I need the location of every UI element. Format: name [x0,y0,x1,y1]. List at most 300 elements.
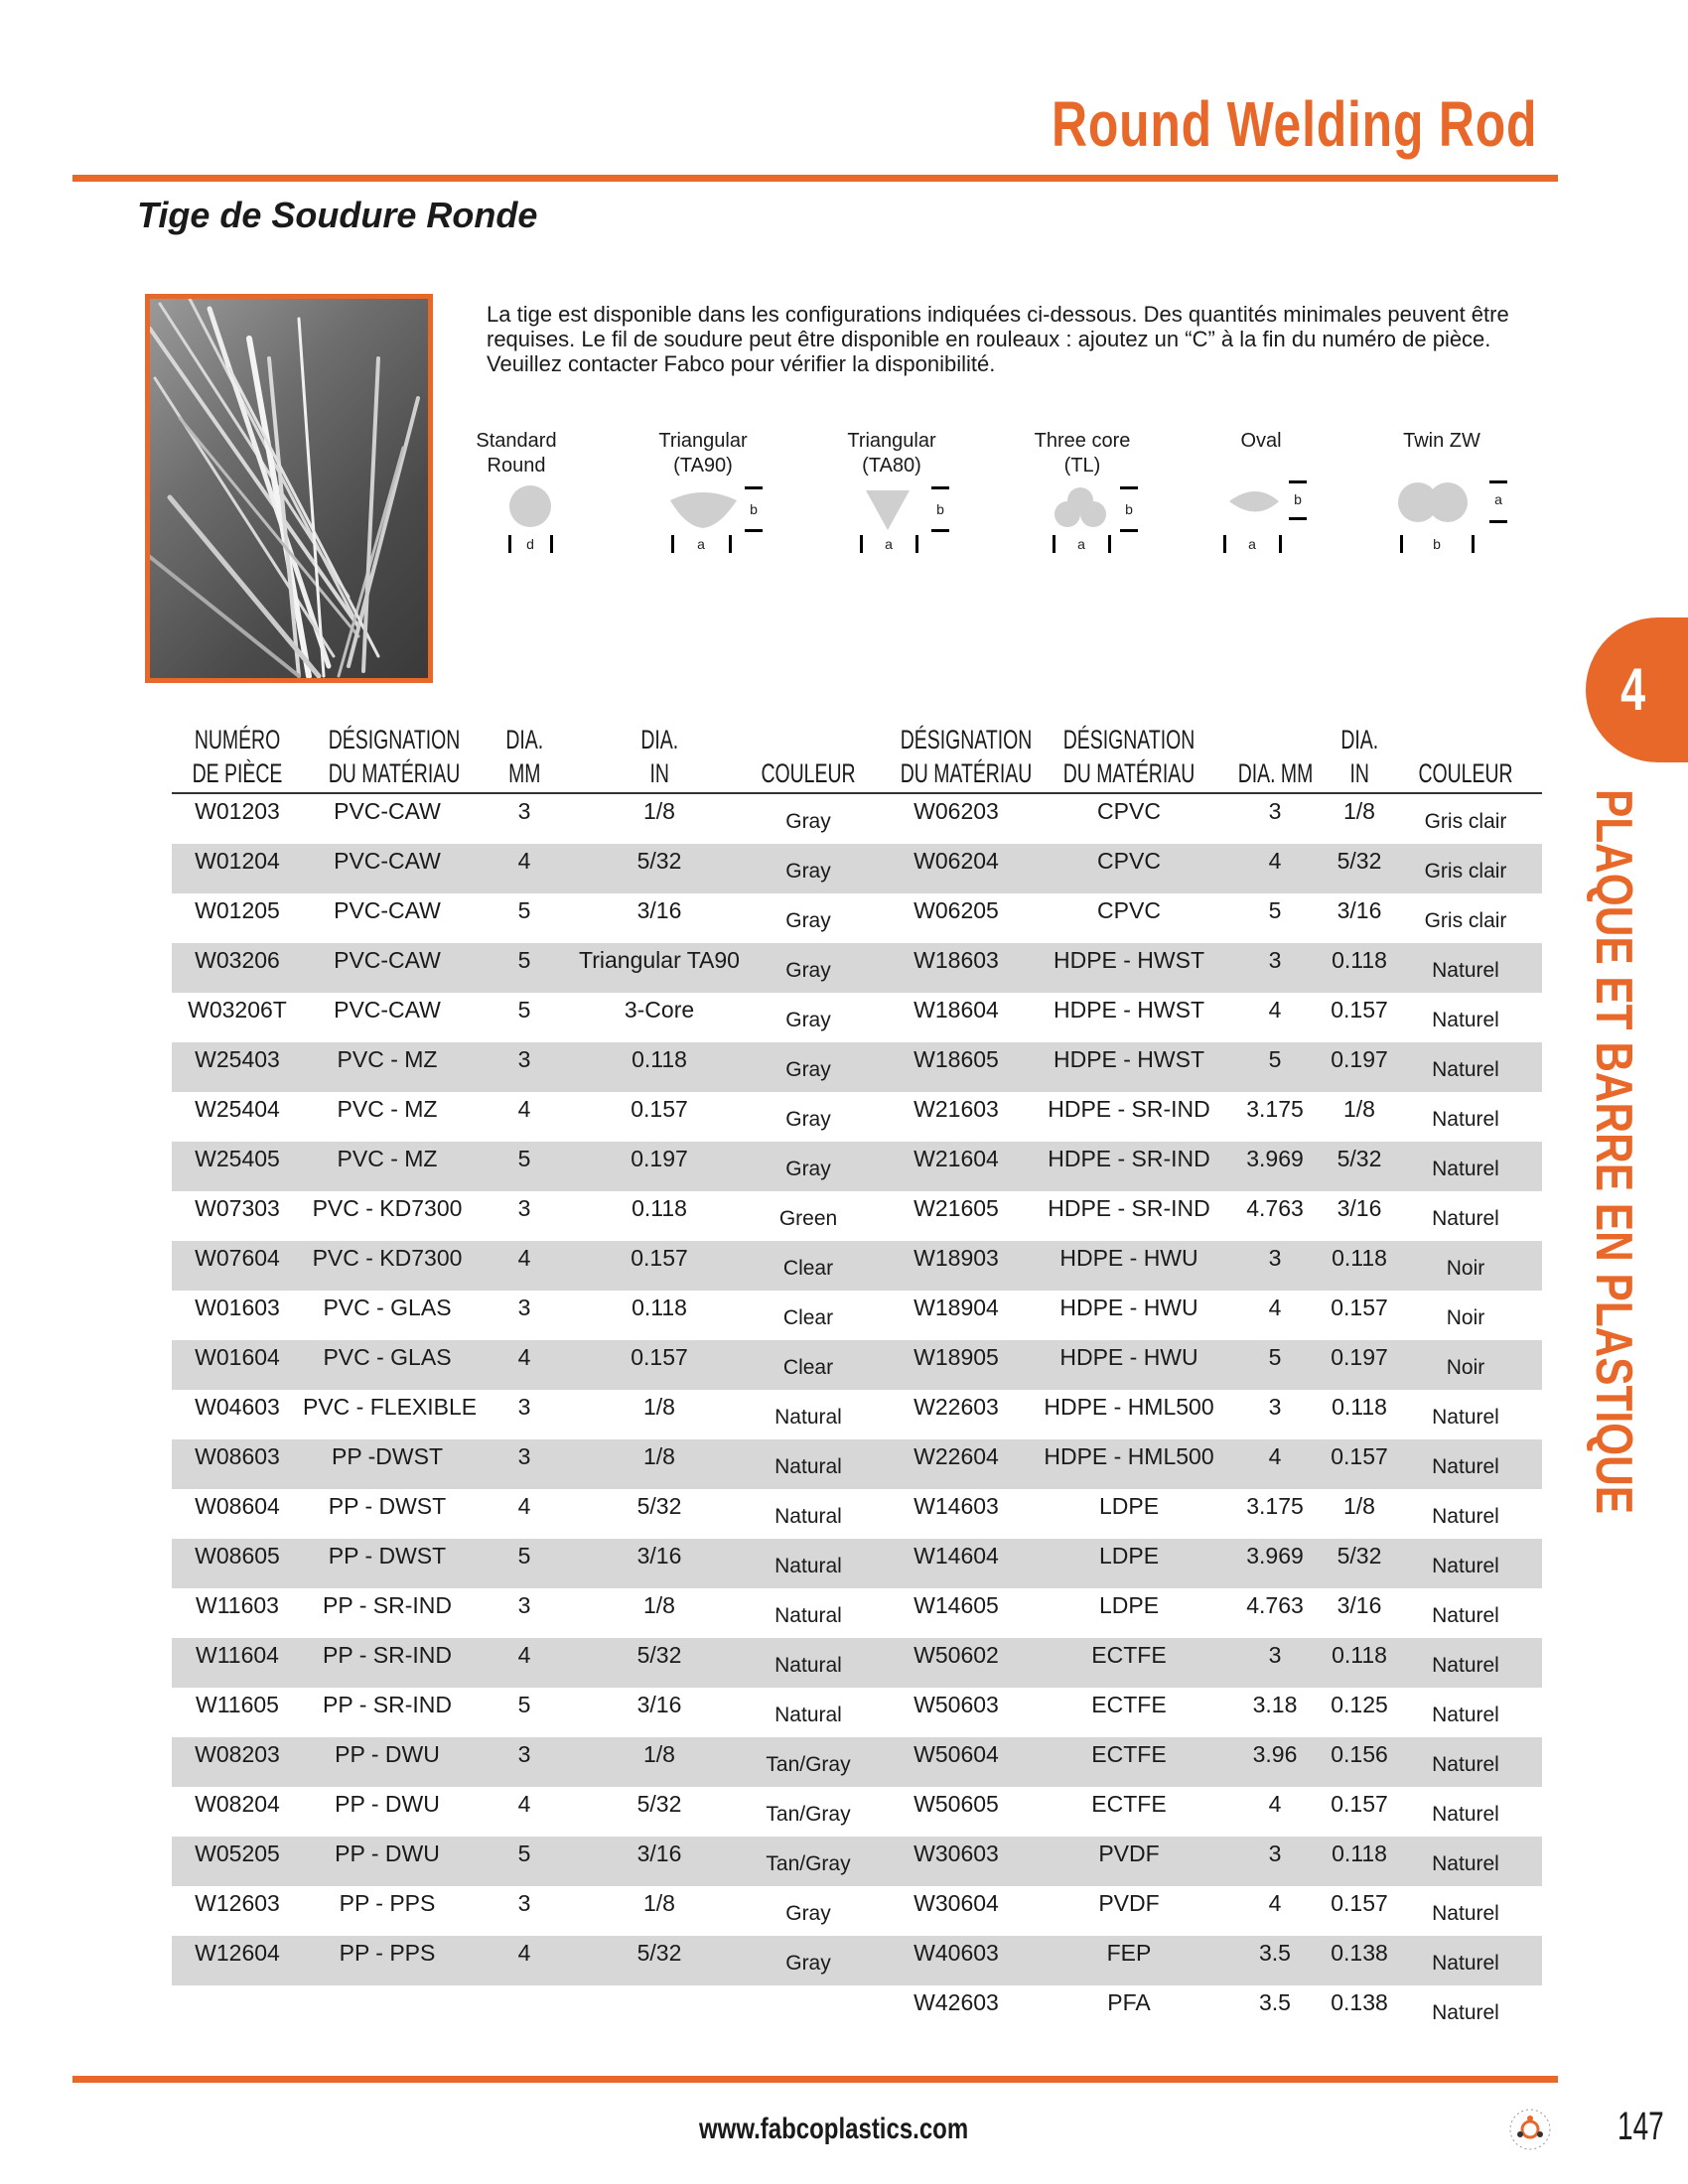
column-header: DIA. MM [472,723,577,793]
column-header: DÉSIGNATION DU MATÉRIAU [303,723,472,793]
table-cell: Triangular TA90 [577,943,742,993]
table-cell: W06204 [875,844,1038,893]
table-cell: W04603 [195,1394,280,1420]
table-cell: Noir [1389,1241,1542,1291]
table-cell: PP - DWU [335,1791,440,1817]
table-cell: Natural [774,1704,842,1726]
table-cell: 4 [472,1638,577,1688]
table-cell: 3.175 [1246,1096,1304,1122]
table-cell: W18603 [875,943,1038,993]
table-row [172,1042,1542,1092]
table-row [172,1737,1542,1787]
vertical-title-svg [1587,789,1658,1514]
table-cell: Natural [774,1505,842,1528]
table-cell: PP - SR-IND [323,1692,452,1717]
table-cell: 5 [517,897,531,923]
table-cell: 0.156 [1330,1737,1389,1787]
table-cell: W12604 [172,1936,303,1985]
table-cell: 1/8 [643,1592,675,1618]
table-cell: 1/8 [643,1394,675,1420]
table-cell: 3 [517,1890,531,1916]
table-cell: Naturel [1432,1207,1499,1230]
table-cell: 4 [1268,1295,1282,1320]
table-row [172,1439,1542,1489]
table-cell: 3 [1220,1638,1330,1688]
fabco-logo-icon [1507,2107,1553,2152]
table-cell: 4 [472,1241,577,1291]
table-cell: Gray [785,810,831,833]
table-row [172,1638,1542,1688]
table-cell: LDPE [1098,1592,1160,1618]
table-cell: W40603 [875,1936,1038,1985]
table-cell: Clear [782,1306,834,1329]
table-cell: W25405 [172,1142,303,1191]
table-cell: HDPE - SR-IND [1048,1096,1210,1122]
table-cell: 5/32 [577,844,742,893]
table-cell: 4 [517,1493,531,1519]
table-cell: 0.118 [1330,1638,1389,1688]
table-cell [303,1985,472,2035]
table-cell: 1/8 [577,1439,742,1489]
table-cell: W06205 [914,897,999,923]
table-row [172,844,1542,893]
table-cell: HDPE - SR-IND [1038,1142,1220,1191]
triangular-ta80-icon [866,490,910,530]
table-cell: Naturel [1432,1604,1499,1627]
table-cell: Noir [1446,1306,1485,1329]
page-subtitle: Tige de Soudure Ronde [137,195,538,235]
table-cell: PVC-CAW [334,897,441,923]
table-cell: 4 [517,1791,531,1817]
table-body [172,793,1542,2035]
table-cell: Naturel [1389,1142,1542,1191]
welding-rod-illustration [150,299,428,678]
table-cell: 5 [517,997,531,1023]
shape-label: Triangular (TA90) [658,430,748,477]
shape-label: Standard Round [476,430,557,477]
table-cell: W30604 [914,1890,999,1916]
table-cell: Naturel [1389,1042,1542,1092]
table-row [172,893,1542,943]
table-cell: 0.157 [1331,1295,1388,1320]
table-cell: 3/16 [636,1692,682,1717]
table-cell: W21604 [875,1142,1038,1191]
page-title: Round Welding Rod [1051,88,1537,160]
table-cell: 0.197 [577,1142,742,1191]
table-cell: 5 [1268,897,1282,923]
table-cell: PP - DWST [328,1493,447,1519]
table-cell: PVC - GLAS [323,1295,452,1320]
tick-d: d [526,536,534,552]
table-cell [472,1985,577,2035]
table-cell: HDPE - HML500 [1044,1394,1214,1420]
table-cell: W12603 [195,1890,280,1916]
table-cell: 3 [472,1439,577,1489]
table-cell: ECTFE [1038,1737,1220,1787]
table-cell: W03206T [188,997,287,1023]
table-row [172,1985,1542,2035]
table-cell: 3 [517,798,531,824]
table-cell: Clear [742,1241,875,1291]
table-cell: Gray [785,909,831,932]
table-cell: 5 [1220,1340,1330,1390]
table-cell: Naturel [1432,1505,1499,1528]
tick-a: a [1494,491,1502,507]
shape-diagrams [477,467,1529,566]
table-cell: 3 [1268,1394,1282,1420]
table-cell: 3.5 [1220,1936,1330,1985]
table-cell: W50602 [875,1638,1038,1688]
table-cell: 0.157 [577,1241,742,1291]
shape-label: Three core (TL) [1034,430,1131,477]
table-cell: 5 [472,943,577,993]
table-row [172,1886,1542,1936]
table-cell: 0.157 [1331,1791,1388,1817]
table-cell: W18903 [875,1241,1038,1291]
table-cell: Tan/Gray [742,1837,875,1886]
table-cell: 5 [472,1539,577,1588]
tick-a: a [885,536,893,552]
table-cell: PP -DWST [303,1439,472,1489]
table-cell: W50605 [914,1791,999,1817]
table-cell: 3.18 [1252,1692,1298,1717]
table-cell: 3 [1220,1241,1330,1291]
tick-a: a [1248,536,1256,552]
table-cell: 0.157 [631,1096,688,1122]
table-cell: PVC - MZ [303,1042,472,1092]
table-cell: 4 [517,1096,531,1122]
tick-a: a [697,536,705,552]
table-cell: 3.969 [1220,1539,1330,1588]
table-cell [172,1985,303,2035]
table-cell: Gray [742,1936,875,1985]
table-cell: 0.197 [1330,1340,1389,1390]
table-cell: 5 [472,1837,577,1886]
table-cell: 4.763 [1246,1195,1304,1221]
table-cell: 1/8 [1343,1096,1375,1122]
table-cell: 0.118 [632,1295,687,1320]
table-row [172,1241,1542,1291]
table-cell: 4 [1268,1890,1282,1916]
table-cell: Tan/Gray [766,1803,851,1826]
table-cell: Clear [742,1340,875,1390]
table-cell: PP - DWST [303,1539,472,1588]
table-cell: Naturel [1432,1406,1499,1429]
table-cell: ECTFE [1091,1791,1167,1817]
table-cell: 3 [472,1042,577,1092]
table-row [172,943,1542,993]
table-cell [577,1985,742,2035]
table-row [172,1588,1542,1638]
tick-b: b [1433,536,1441,552]
table-cell: 0.157 [1331,997,1388,1023]
table-cell: PVC - KD7300 [303,1241,472,1291]
table-cell: HDPE - HWU [1038,1241,1220,1291]
table-cell: PP - SR-IND [303,1638,472,1688]
table-cell: Naturel [1389,1439,1542,1489]
table-cell: W21603 [914,1096,999,1122]
shape-oval [1211,429,1311,454]
shape-label: Twin ZW [1403,430,1480,452]
table-cell: Naturel [1389,1936,1542,1985]
table-cell: 3 [517,1394,531,1420]
table-cell: W11605 [196,1692,279,1717]
table-cell: W08204 [195,1791,280,1817]
table-cell: 1/8 [577,1737,742,1787]
table-cell: 0.118 [1330,943,1389,993]
table-cell: PVC - FLEXIBLE [303,1394,478,1420]
table-cell: Gris clair [1389,844,1542,893]
page-number: 147 [1618,2105,1664,2148]
table-row [172,1142,1542,1191]
table-cell: HDPE - SR-IND [1048,1195,1210,1221]
table-row [172,1787,1542,1837]
table-cell: 5/32 [636,1493,682,1519]
table-cell: 5/32 [1330,844,1389,893]
table-cell: 1/8 [643,1890,675,1916]
table-cell: 5/32 [577,1638,742,1688]
table-cell: W14604 [875,1539,1038,1588]
table-cell: 3/16 [577,1837,742,1886]
table-cell: 5/32 [1330,1539,1389,1588]
table-cell: Naturel [1389,1539,1542,1588]
table-cell: PVC - GLAS [303,1340,472,1390]
table-cell: CPVC [1097,897,1161,923]
table-cell: 4 [472,844,577,893]
table-cell: Gris clair [1424,810,1507,833]
table-cell: PP - PPS [303,1936,472,1985]
table-cell: W14603 [914,1493,999,1519]
table-cell: Tan/Gray [742,1737,875,1787]
table-cell: 4 [1220,1439,1330,1489]
table-cell: Gris clair [1424,909,1507,932]
table-cell: W11603 [196,1592,279,1618]
table-cell: Gray [742,943,875,993]
table-cell: PVDF [1038,1837,1220,1886]
table-cell: Naturel [1432,1704,1499,1726]
table-cell: W08605 [172,1539,303,1588]
table-cell: HDPE - HWU [1038,1340,1220,1390]
table-cell: PVC - KD7300 [312,1195,463,1221]
table-cell: 0.157 [1331,1890,1388,1916]
tick-a: a [1077,536,1085,552]
table-cell: 5/32 [1330,1142,1389,1191]
column-header: DIA. IN [1330,723,1389,793]
table-cell: W18904 [914,1295,999,1320]
table-row [172,1340,1542,1390]
table-cell: PVC - MZ [303,1142,472,1191]
fabco-logo [1507,2107,1553,2152]
welding-rod-table [172,723,1542,2035]
table-cell: PVC-CAW [334,798,441,824]
table-cell: 5 [1220,1042,1330,1092]
table-cell: W50604 [875,1737,1038,1787]
table-cell: W08604 [195,1493,280,1519]
table-row [172,793,1542,844]
table-cell: PP - DWU [303,1837,472,1886]
section-number: 4 [1620,656,1646,723]
table-row [172,1390,1542,1439]
section-vertical-title [1587,789,1658,1514]
table-cell: Natural [774,1406,842,1429]
table-cell: PVDF [1098,1890,1160,1916]
column-header: DÉSIGNATION DU MATÉRIAU [875,723,1038,793]
table-cell: 0.118 [1330,1837,1389,1886]
table-cell: Naturel [1432,1803,1499,1826]
table-row [172,1291,1542,1340]
table-cell: W01603 [195,1295,280,1320]
table-cell: Gray [742,1142,875,1191]
table-cell: 1/8 [1343,1493,1375,1519]
column-header: NUMÉRO DE PIÈCE [172,723,303,793]
table-cell: 0.118 [1330,1241,1389,1291]
intro-text [487,302,1559,376]
table-cell: 3-Core [624,997,695,1023]
table-cell: W05205 [172,1837,303,1886]
table-row [172,1191,1542,1241]
welding-rod-photo [145,294,433,683]
table-row [172,1688,1542,1737]
table-cell: W21605 [914,1195,999,1221]
table-cell: W18905 [875,1340,1038,1390]
table-cell: 5 [517,1692,531,1717]
table-cell: 0.118 [1332,1394,1387,1420]
table-cell: 4.763 [1246,1592,1304,1618]
table-cell: W01604 [172,1340,303,1390]
table-cell: PP - SR-IND [323,1592,452,1618]
table-cell: 4 [472,1340,577,1390]
table-cell: Naturel [1389,1737,1542,1787]
footer-rule [72,2076,1558,2083]
table-cell: 0.157 [577,1340,742,1390]
table-cell: LDPE [1098,1493,1160,1519]
intro-contact: Veuillez contacter Fabco pour vérifier la disponibilité. [487,351,996,376]
table-cell: W22603 [914,1394,999,1420]
table-cell: 3.969 [1220,1142,1330,1191]
table-cell: 3 [1268,798,1282,824]
vertical-title-text: PLAQUE ET BARRE EN PLASTIQUE [1587,789,1642,1514]
table-cell: W01203 [195,798,280,824]
table-cell: Naturel [1432,1902,1499,1925]
table-cell: ECTFE [1038,1638,1220,1688]
shape-twin-zw [1382,429,1501,454]
table-cell: 3/16 [636,897,682,923]
table-cell: CPVC [1097,798,1161,824]
table-cell: 0.118 [577,1042,742,1092]
table-cell: W06203 [914,798,999,824]
table-cell: 4 [472,1936,577,1985]
header-rule [72,175,1558,182]
table-cell: FEP [1038,1936,1220,1985]
table-cell: PVC-CAW [303,844,472,893]
table-cell: Natural [742,1638,875,1688]
table-cell: 4 [1220,844,1330,893]
table-cell: Gray [785,1009,831,1031]
column-header: COULEUR [1389,723,1542,793]
table-row [172,1092,1542,1142]
table-cell: 0.157 [1330,1439,1389,1489]
column-header: DIA. IN [577,723,742,793]
table-cell: HDPE - HWST [1038,943,1220,993]
triangular-ta90-icon [670,492,737,528]
table-cell: W08603 [172,1439,303,1489]
table-cell: Natural [742,1439,875,1489]
table-cell: 3 [1220,1837,1330,1886]
table-cell: 5/32 [577,1936,742,1985]
table-cell: 5/32 [636,1791,682,1817]
intro-paragraph: La tige est disponible dans les configurations indiquées ci-dessous. Des quantités minimales peuvent être requises. Le fil de soudure peut être disponible en rouleaux : ajoutez un “C” à la fin du numéro de pièce. [487,302,1509,351]
table-cell: 3 [517,1592,531,1618]
table-cell: W08203 [172,1737,303,1787]
round-profile-icon [509,485,551,527]
table-cell: 3.5 [1259,1989,1291,2015]
shape-label: Triangular (TA80) [847,430,936,477]
table-cell: 5 [472,1142,577,1191]
table-cell: 4 [1268,997,1282,1023]
tick-b: b [1125,501,1133,517]
table-cell: W07604 [172,1241,303,1291]
table-cell: 3/16 [577,1539,742,1588]
tick-b: b [1294,491,1302,507]
table-cell: 0.138 [1331,1989,1388,2015]
table-cell: W25403 [172,1042,303,1092]
table-cell: Naturel [1432,2001,1499,2024]
table-cell: PVC-CAW [303,943,472,993]
table-cell: Naturel [1432,1108,1499,1131]
table-row [172,993,1542,1042]
table-cell: Gray [785,1902,831,1925]
table-cell: W42603 [914,1989,999,2015]
table-cell: 3 [472,1737,577,1787]
table-cell: 3/16 [1336,897,1382,923]
table-row [172,1539,1542,1588]
table-cell: 3.96 [1220,1737,1330,1787]
table-cell: Naturel [1389,1638,1542,1688]
footer-url[interactable]: www.fabcoplastics.com [699,2113,969,2145]
table-row [172,1837,1542,1886]
table-cell: 0.197 [1330,1042,1389,1092]
table-cell: 0.138 [1330,1936,1389,1985]
table-cell: W30603 [875,1837,1038,1886]
table-header-row [172,723,1542,793]
column-header: DÉSIGNATION DU MATÉRIAU [1038,723,1220,793]
table-cell: W25404 [195,1096,280,1122]
table-cell: W11604 [172,1638,303,1688]
table-cell: PVC-CAW [334,997,441,1023]
table-cell: Naturel [1389,1837,1542,1886]
tick-b: b [750,501,758,517]
table-cell: CPVC [1038,844,1220,893]
shape-label: Oval [1240,430,1282,452]
table-cell: HDPE - HWST [1053,997,1205,1023]
table-cell: Natural [742,1539,875,1588]
table-cell: HDPE - HML500 [1038,1439,1220,1489]
table-cell: W18605 [875,1042,1038,1092]
table-cell: Natural [774,1604,842,1627]
oval-icon [1229,491,1279,512]
table-cell: Gray [742,844,875,893]
table-cell: 3/16 [1336,1195,1382,1221]
table-cell: PFA [1107,1989,1151,2015]
table-cell: W22604 [875,1439,1038,1489]
table-cell: Green [778,1207,838,1230]
table-cell: 3.175 [1246,1493,1304,1519]
table-cell: W03206 [172,943,303,993]
table-cell: 4 [1268,1791,1282,1817]
column-header: COULEUR [742,723,875,793]
table-cell: 1/8 [643,798,675,824]
table-cell: Naturel [1389,943,1542,993]
